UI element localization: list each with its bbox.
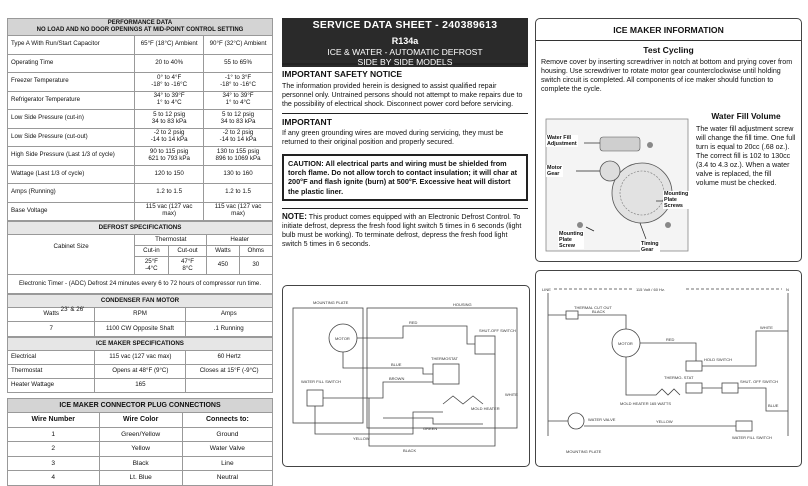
fill-adjustment-shape [600,137,640,151]
water-valve-shape [568,413,584,429]
wire-green [383,418,483,424]
row-value: 165 [95,379,186,393]
wire-brown-label: BROWN [389,376,405,381]
water-fill-switch-shape [307,390,323,406]
row-value: 60 Hertz [186,351,273,365]
shutoff-switch-shape [722,383,738,393]
cabinet-size-value: 23' & 26' [60,306,85,313]
connector-cell: 2 [8,442,100,457]
row-label: Amps (Running) [8,184,135,203]
row-value: Closes at 15°F (-9°C) [186,365,273,379]
wire-black-label: BLACK [403,448,417,453]
heater-label: Heater [207,235,273,246]
connector-row [8,442,273,457]
water-fill-title: Water Fill Volume [711,111,781,121]
row-label: Wattage (Last 1/3 of cycle) [8,165,135,184]
row-value: 130 to 160 [204,165,273,184]
service-line2: SIDE BY SIDE MODELS [357,57,453,67]
mounting-plate-label: MOUNTING PLATE [313,300,349,305]
connector-header: Connects to: [182,413,272,428]
thermostat-shape [433,364,459,384]
shutoff-switch-label: SHUT-OFF SWITCH [479,328,516,333]
row-label: Low Side Pressure (cut-in) [8,110,135,129]
header-cell: Type A With Run/Start Capacitor [8,36,135,55]
row-value: 115 vac (127 vac max) [204,202,273,221]
header-cell: 65°F (18°C) Ambient [135,36,204,55]
housing-label: HOUSING [453,302,472,307]
voltage-label: 115 Volt / 60 Hz. [636,287,666,292]
wire-white-label: WHITE [760,325,773,330]
icemaker-spec-row [8,379,273,393]
performance-row [8,202,273,221]
service-header [282,18,528,67]
motor-label: MOTOR [618,341,633,346]
condenser-value: 7 [8,322,95,337]
caution-text: CAUTION: All electrical parts and wiring must be shielded from torch flame. Do not allow torch to contact insulation; it will char at 200°F and flash ignite (burn) at 500°F. Excessive heat will distort the plastic liner. [288,159,518,196]
connector-table [7,398,273,486]
wiring-schematic-box [535,270,802,467]
performance-rows [8,54,273,221]
performance-row [8,110,273,129]
timing-gear-label: Timing Gear [641,241,659,253]
note-text: This product comes equipped with an Electronic Defrost Control. To initiate defrost, depress the fresh food light switch 5 times in 6 seconds (light bulb must be working). To terminate defrost, depress the fresh food light switch 5 times in 6 seconds. [282,212,522,248]
mold-heater-label: MOLD HEATER 165 WATTS [620,401,672,406]
row-value: 20 to 40% [135,54,204,73]
icemaker-spec-rows [8,351,273,393]
row-value: 55 to 65% [204,54,273,73]
row-label: Low Side Pressure (cut-out) [8,128,135,147]
note-section [282,208,528,249]
defrost-table [7,221,273,294]
header-cell: 90°F (32°C) Ambient [204,36,273,55]
connector-row [8,456,273,471]
row-value: 115 vac (127 vac max) [135,202,204,221]
row-value: 90 to 115 psig 621 to 793 kPa [135,147,204,166]
row-label: High Side Pressure (Last 1/3 of cycle) [8,147,135,166]
note-label: NOTE: [282,211,307,221]
condenser-table [7,294,273,337]
performance-title [8,19,273,36]
water-fill-switch-shape [736,421,752,431]
mounting-screw-icon [577,222,583,228]
icemaker-spec-row [8,365,273,379]
connector-row [8,427,273,442]
hold-switch-label: HOLD SWITCH [704,357,732,362]
ohms-label: Ohms [239,246,272,257]
performance-table [7,18,273,221]
mounting-screw-icon [665,222,671,228]
shutoff-switch-shape [475,336,495,354]
condenser-header: RPM [95,308,185,322]
row-label: Base Voltage [8,202,135,221]
connector-cell: Water Valve [182,442,272,457]
performance-row [8,73,273,92]
wire-brown [323,382,433,398]
row-value: 1.2 to 1.5 [135,184,204,203]
connector-cell: 3 [8,456,100,471]
safety-title: IMPORTANT SAFETY NOTICE [282,69,403,79]
thermal-cutout-shape [566,311,578,319]
connector-cell: Ground [182,427,272,442]
icemaker-spec-title: ICE MAKER SPECIFICATIONS [8,338,273,351]
performance-row [8,91,273,110]
mounting-screw-icon [647,142,653,148]
wire-blue-label: BLUE [768,403,779,408]
connector-title: ICE MAKER CONNECTOR PLUG CONNECTIONS [8,399,273,413]
row-value: 34° to 39°F 1° to 4°C [204,91,273,110]
wire-black [548,315,626,329]
wire-red-label: RED [666,337,675,342]
row-value: 5 to 12 psig 34 to 83 kPa [204,110,273,129]
performance-header-row [8,36,273,55]
ohms-value: 30 [239,257,272,275]
service-line1: ICE & WATER - AUTOMATIC DEFROST [327,47,483,57]
performance-row [8,54,273,73]
wire-blue [343,352,433,374]
service-title: SERVICE DATA SHEET - 240389613 [312,19,498,31]
condenser-header: Watts [8,308,95,322]
caution-box [282,154,528,201]
wire-green-label: GREEN [423,426,438,431]
watts-value: 450 [207,257,239,275]
icemaker-spec-row [8,351,273,365]
wire-black-label: BLACK [592,309,606,314]
connector-cell: Neutral [182,471,272,486]
row-label: Thermostat [8,365,95,379]
row-label: Operating Time [8,54,135,73]
cut-in-label: Cut-in [135,246,168,257]
icemaker-info-box [535,18,802,262]
important-text: If any green grounding wires are moved during servicing, they must be returned to their original position and properly secured. [282,129,504,146]
wire-red [357,326,475,344]
connector-cell: 1 [8,427,100,442]
thermostat-label: THERMO- STAT [664,375,694,380]
row-value: -1° to 3°F -18° to -16°C [204,73,273,92]
water-fill-switch-label: WATER FILL SWITCH [732,435,772,440]
condenser-value: 1100 CW Opposite Shaft [95,322,185,337]
mold-heater-shape [443,396,483,404]
wiring-pictorial-box [282,285,530,467]
mounting-plate-screw-label: Mounting Plate Screw [559,231,584,249]
performance-row [8,184,273,203]
row-label: Electrical [8,351,95,365]
left-column [7,18,273,486]
shutoff-switch-label: SHUT- OFF SWITCH [740,379,778,384]
row-label: Refrigerator Temperature [8,91,135,110]
middle-column [282,18,528,249]
water-fill-text: The water fill adjustment screw will change the fill time. One full turn is equal to 20cc (.68 oz.). The correct fill is 102 to 130cc (3.4 to 4.3 oz.). When a water valve is replaced, the fill volume must be checked. [696,125,796,187]
icemaker-spec-table [7,337,273,393]
neutral-label: N [786,287,789,292]
connector-cell: Yellow [99,442,182,457]
condenser-value: .1 Running [185,322,272,337]
row-value: 0° to 4°F -18° to -16°C [135,73,204,92]
row-value [186,379,273,393]
connector-cell: Line [182,456,272,471]
test-cycling-title: Test Cycling [643,45,694,55]
defrost-title: DEFROST SPECIFICATIONS [8,222,273,235]
thermostat-label: Thermostat [135,235,207,246]
connector-cell: 4 [8,471,100,486]
wire-blue-label: BLUE [391,362,402,367]
row-value: 34° to 39°F 1° to 4°C [135,91,204,110]
condenser-title: CONDENSER FAN MOTOR [8,295,273,308]
hold-switch-shape [686,361,702,371]
water-fill-switch-label: WATER FILL SWITCH [301,379,341,384]
cabinet-size-cell [8,235,135,275]
cut-out-value: 47°F 8°C [168,257,207,275]
connector-row [8,471,273,486]
icemaker-info-title: ICE MAKER INFORMATION [613,25,724,35]
wire-red [640,343,696,361]
wire-white-label: WHITE [505,392,518,397]
row-value: -2 to 2 psig -14 to 14 kPa [204,128,273,147]
row-value: 130 to 155 psig 896 to 1069 kPa [204,147,273,166]
row-value: 5 to 12 psig 34 to 83 kPa [135,110,204,129]
mounting-plate-shape [293,308,363,423]
refrigerant: R134a [391,36,419,46]
wiring-schematic-diagram [536,271,801,466]
row-value: -2 to 2 psig -14 to 14 kPa [135,128,204,147]
safety-section [282,63,528,147]
line-label: LINE [542,287,551,292]
row-value: 120 to 150 [135,165,204,184]
cut-out-label: Cut-out [168,246,207,257]
connector-rows [8,427,273,485]
row-value: 1.2 to 1.5 [204,184,273,203]
performance-row [8,128,273,147]
mounting-plate-label: MOUNTING PLATE [566,449,602,454]
condenser-header: Amps [185,308,272,322]
performance-title-text: PERFORMANCE DATA [107,20,173,27]
thermostat-label: THERMOSTAT [431,356,458,361]
timer-note: Electronic Timer - (ADC) Defrost 24 minutes every 6 to 72 hours of compressor run time. [8,275,273,294]
thermal-cutout-label: THERMAL CUT OUT [574,305,612,310]
performance-row [8,147,273,166]
connector-cell: Green/Yellow [99,427,182,442]
row-label: Freezer Temperature [8,73,135,92]
cut-in-value: 25°F -4°C [135,257,168,275]
wiring-pictorial-diagram [283,286,529,466]
connector-cell: Lt. Blue [99,471,182,486]
test-cycling-text: Remove cover by inserting screwdriver in notch at bottom and prying cover from housing. Use screwdriver to rotate motor gear counterclockwise until holding switch circuit is completed. All components of ice maker should function to complete the cycle. [541,58,793,93]
mold-heater-label: MOLD HEATER [471,406,500,411]
wire-yellow-label: YELLOW [353,436,370,441]
thermostat-shape [686,383,702,393]
row-label: Heater Wattage [8,379,95,393]
mounting-plate-screws-label: Mounting Plate Screws [664,191,689,209]
wire-yellow [548,421,736,426]
connector-header: Wire Color [99,413,182,428]
motor-gear-shape [600,161,620,181]
wire-yellow-label: YELLOW [656,419,673,424]
cabinet-size-label: Cabinet Size [53,243,89,251]
performance-row [8,165,273,184]
water-fill-section [696,111,796,188]
safety-text: The information provided herein is designed to assist qualified repair personnel only. Untrained persons should not attempt to make repairs due to the possibility of electrical shock. Disconnect power cord before servicing. [282,82,523,108]
water-valve-label: WATER VALVE [588,417,616,422]
fill-adjustment-label: Water Fill Adjustment [547,135,577,147]
row-value: Opens at 48°F (9°C) [95,365,186,379]
row-value: 115 vac (127 vac max) [95,351,186,365]
watts-label: Watts [207,246,239,257]
motor-label: MOTOR [335,336,350,341]
important-title: IMPORTANT [282,117,332,127]
wire-red-label: RED [409,320,418,325]
performance-subtitle: NO LOAD AND NO DOOR OPENINGS AT MID-POINT CONTROL SETTING [36,27,244,33]
motor-gear-label: Motor Gear [547,165,562,177]
connector-cell: Black [99,456,182,471]
connector-header: Wire Number [8,413,100,428]
